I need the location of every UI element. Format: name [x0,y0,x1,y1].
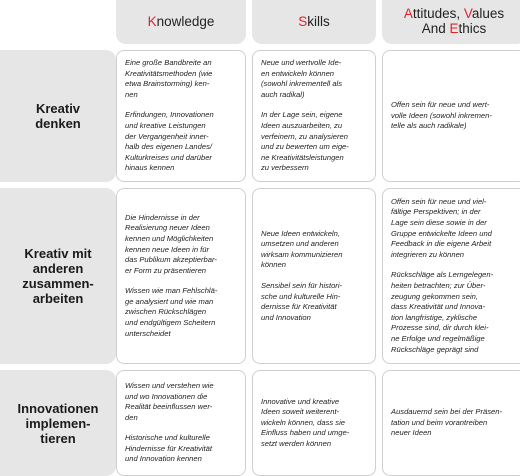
cell-text: Die Hindernisse in der Realisierung neuer Ideen kennen und Möglichkeiten kennen neue Ideen in für das Publikum akzeptierbar- er Form zu präsentieren [125,212,217,275]
cell-text: Historische und kulturelle Hindernisse für Kreativität und Innovation kennen [125,433,212,464]
cell-text: Offen sein für neue und viel- fältige Perspektiven; in der Lage sein diese sowie in der Gruppe entwickelte Ideen und Feedback in die eigene Arbeit integrieren zu können [391,196,492,259]
cell-skills-row3 [252,370,376,476]
header-attitudes-initial-v: V [463,6,472,21]
header-skills-rest: kills [307,13,330,29]
header-attitudes-rest-e: thics [458,21,487,36]
header-attitudes-rest-a: ttitudes, [412,6,464,21]
cell-text: Offen sein für neue und wert- volle Ideen (sowohl inkremen- telle als auch radikale) [391,100,492,131]
header-knowledge-rest: nowledge [156,13,215,29]
cell-text: Erfindungen, Innovationen und kreative Leistungen der Vergangenheit inner- halb des eigenen Landes/ Kulturkreises und darüber hinaus kennen [125,110,214,173]
cell-knowledge-row1 [116,50,246,182]
cell-attitudes-row2 [382,188,520,364]
cell-text: Neue und wertvolle Ide- en entwickeln können (sowohl inkrementell als auch radikal) [261,58,343,99]
cell-attitudes-row3 [382,370,520,476]
header-attitudes [382,0,520,44]
row-label-kreativ-zusammenarbeiten: Kreativ mit anderen zusammen- arbeiten [0,188,116,364]
header-skills [252,0,376,44]
cell-knowledge-row3 [116,370,246,476]
cell-text: Wissen wie man Fehlschlä- ge analysiert und wie man zwischen Rückschlägen und endgültigem Scheitern unterscheidet [125,286,218,338]
corner-empty [0,0,116,44]
header-attitudes-and: And [421,21,450,36]
cell-skills-row2 [252,188,376,364]
cell-text: Ausdauernd sein bei der Präsen- tation und beim vorantreiben neuer Ideen [391,407,503,438]
cell-text: Neue Ideen entwickeln, umsetzen und anderen wirksam kommunizieren können [261,228,343,270]
row-label-innovationen-implementieren: Innovationen implemen- tieren [0,370,116,476]
cell-text: Eine große Bandbreite an Kreativitätsmethoden (wie etwa Brainstorming) ken- nen [125,58,213,99]
header-attitudes-initial-e: E [449,21,459,36]
cell-text: In der Lage sein, eigene Ideen auszuarbeiten, zu verfeinern, zu analysieren und zu bewerten um eige- ne Kreativitätsleistungen zu verbessern [261,110,349,173]
header-knowledge-initial: K [147,13,157,29]
header-attitudes-rest-v: alues [471,6,505,21]
cell-text: Rückschläge als Lerngelegen- heiten betrachten; zur Über- zeugung gekommen sein, dass Kreativität und Innova- tion langfristige, zyklische Prozesse sind, dir durch klei- ne Erfolge und regelmäßige Rückschläge geprägt sind [391,270,494,354]
cell-text: Sensibel sein für histori- sche und kulturelle Hin- dernisse für Kreativität und Innovation [261,281,343,322]
header-attitudes-initial-a: A [403,6,413,21]
cell-skills-row1 [252,50,376,182]
cell-text: Innovative und kreative Ideen soweit weiterent- wickeln können, dass sie Einfluss haben und umge- setzt werden können [261,396,350,448]
header-knowledge [116,0,246,44]
row-label-kreativ-denken: Kreativ denken [0,50,116,182]
header-skills-initial: S [298,13,308,29]
cell-text: Wissen und verstehen wie und wo Innovationen die Realität beeinflussen wer- den [125,380,214,422]
cell-knowledge-row2 [116,188,246,364]
cell-attitudes-row1 [382,50,520,182]
